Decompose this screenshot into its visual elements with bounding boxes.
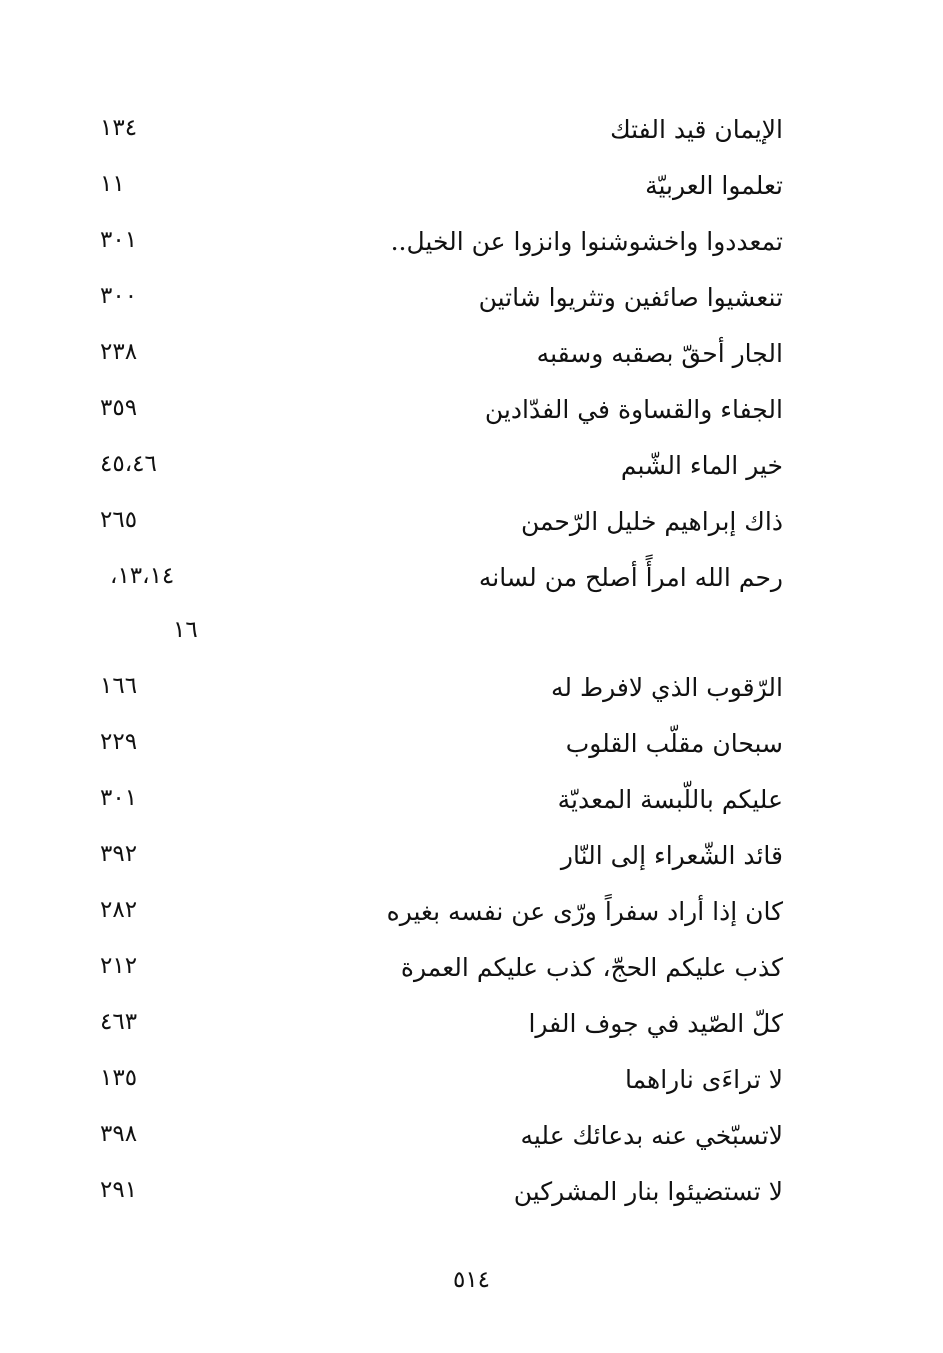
entry-phrase: ذاك إبراهيم خليل الرّحمن — [520, 507, 783, 536]
entry-pages: ٣٠٠ — [100, 283, 138, 309]
entry-pages: ٢٨٢ — [100, 897, 138, 923]
entry-pages: ٣٥٩ — [100, 395, 138, 421]
entry-phrase: لا تراءَى ناراهما — [624, 1065, 783, 1094]
entry-phrase: كذب عليكم الحجّ، كذب عليكم العمرة — [400, 953, 783, 982]
entry-pages: ٢٣٨ — [100, 339, 138, 365]
entry-pages: ١٣٥ — [100, 1065, 138, 1091]
entry-phrase: تنعشيوا صائفين وتثريوا شاتين — [478, 283, 783, 312]
entry-pages: ١٣،١٤، — [110, 563, 175, 589]
index-entry — [0, 1174, 943, 1222]
entry-pages: ٣٠١ — [100, 227, 138, 253]
index-entry — [0, 280, 943, 328]
index-entry — [0, 670, 943, 718]
entry-pages-continued: ١٦ — [173, 617, 198, 643]
index-entry — [0, 950, 943, 998]
entry-phrase: خير الماء الشّبم — [620, 451, 783, 480]
entry-phrase: عليكم باللّبسة المعديّة — [557, 785, 783, 814]
entry-phrase: كلّ الصّيد في جوف الفرا — [528, 1009, 783, 1038]
index-entry — [0, 112, 943, 160]
index-entry — [0, 224, 943, 272]
index-entry — [0, 894, 943, 942]
entry-phrase: تعلموا العربيّة — [645, 171, 783, 200]
index-entry — [0, 448, 943, 496]
entry-phrase: لاتسبّخي عنه بدعائك عليه — [520, 1121, 783, 1150]
entry-pages: ٣٩٨ — [100, 1121, 138, 1147]
index-entry — [0, 168, 943, 216]
entry-pages: ٢١٢ — [100, 953, 138, 979]
entry-phrase: لا تستضيئوا بنار المشركين — [513, 1177, 783, 1206]
index-entry — [0, 838, 943, 886]
index-entry — [0, 726, 943, 774]
entry-pages: ٢٦٥ — [100, 507, 138, 533]
entry-phrase: الإيمان قيد الفتك — [610, 115, 783, 144]
entry-phrase: الجفاء والقساوة في الفدّادين — [484, 395, 783, 424]
index-entry — [0, 336, 943, 384]
entry-phrase: قائد الشّعراء إلى النّار — [560, 841, 783, 870]
index-entry — [0, 560, 943, 608]
index-entry — [0, 1006, 943, 1054]
index-entry — [0, 504, 943, 552]
entry-phrase: الرّقوب الذي لافرط له — [551, 673, 783, 702]
entry-pages: ١١ — [100, 171, 125, 197]
entry-pages: ٤٦٣ — [100, 1009, 138, 1035]
entry-pages: ١٣٤ — [100, 115, 138, 141]
entry-pages: ١٦٦ — [100, 673, 138, 699]
index-entry — [0, 782, 943, 830]
entry-pages: ٣٠١ — [100, 785, 138, 811]
entry-pages: ٢٩١ — [100, 1177, 138, 1203]
entry-phrase: تمعددوا واخشوشنوا وانزوا عن الخيل.. — [390, 227, 783, 256]
entry-phrase: سبحان مقلّب القلوب — [565, 729, 783, 758]
entry-pages: ٣٩٢ — [100, 841, 138, 867]
page-number: ٥١٤ — [452, 1267, 491, 1293]
entry-pages: ٤٥،٤٦ — [100, 451, 157, 477]
entry-phrase: كان إذا أراد سفراً ورّى عن نفسه بغيره — [386, 897, 783, 926]
index-entry — [0, 392, 943, 440]
entry-pages: ٢٢٩ — [100, 729, 138, 755]
index-entry — [0, 1062, 943, 1110]
entry-phrase: الجار أحقّ بصقبه وسقبه — [536, 339, 783, 368]
entry-phrase: رحم الله امرأً أصلح من لسانه — [478, 563, 783, 592]
index-entry — [0, 1118, 943, 1166]
